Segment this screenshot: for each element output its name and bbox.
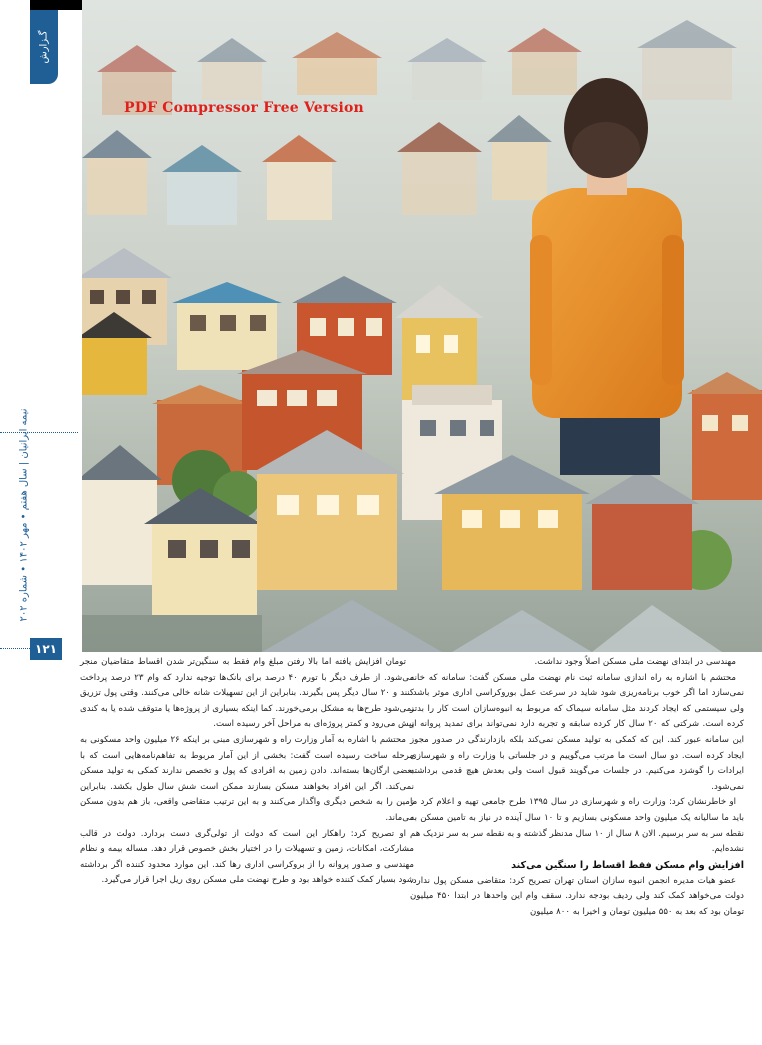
section-tab bbox=[30, 10, 58, 84]
paragraph: او تصریح کرد: راهکار این است که دولت از تولی‌گری دست بردارد. دولت در قالب مشارکت، امکانات، زمین و تسهیلات را در اختیار بخش خصوص قرار دهد. مساله بیمه و نظام مهندسی و صدور پروانه را از بروکراسی اداری رها کند. این موارد محدود کننده اگر برداشته شود بسیار کمک کننده خواهد بود و طرح نهضت ملی مسکن روی ریل اجرا قرار می‌گیرد. bbox=[80, 828, 414, 886]
section-tab-label: گـزارش bbox=[38, 30, 50, 64]
paragraph: مهندسی در ابتدای نهضت ملی مسکن اصلاً وجود نداشت. bbox=[534, 657, 736, 667]
article-column-left bbox=[80, 655, 414, 889]
paragraph: او خاطرنشان کرد: وزارت راه و شهرسازی در سال ۱۳۹۵ طرح جامعی تهیه و اعلام کرد ما باید ما سالیانه یک میلیون واحد مسکونی بسازیم و تا ۱۰ سال آینده در نیاز به تامین مسکن به نقطه سر به سر برسیم. الان ۸ سال از ۱۰ سال مدنظر گذشته و به نقطه سر به سر نزدیک هم نشده‌ایم. bbox=[410, 797, 744, 855]
paragraph: محتشم با اشاره به راه اندازی سامانه ثبت نام نهضت ملی مسکن گفت: سامانه که خانه نمی‌سازد اما اگر خوب برنامه‌ریزی شود شاید در سرعت عمل بوروکراسی اداری موثر باشد. ولی سیستمی که ایجاد کردند مثل سامانه سیماک که مربوط به انبوه‌سازان است کار را بدتر کرده است. شرکتی که ۲۰ سال کار کرده سابقه و تجربه دارد نمی‌تواند برای تمدید پروانه از این سامانه عبور کند. این که کمکی به تولید مسکن نمی‌کند بلکه بازدارندگی در صدور مجوز ایجاد کرده است. دو سال است ما مرتب می‌گوییم و در جلساتی با وزارت راه و شهرسازی ایرادات را گوشزد می‌کنیم. در جلسات می‌گویند قبول است ولی بعدش هیچ قدمی برداشته نمی‌شود. bbox=[410, 672, 744, 792]
paragraph: تومان افزایش یافته اما بالا رفتن مبلغ وام فقط به سنگین‌تر شدن اقساط متقاضیان منجر می‌شود. از طرف دیگر با تورم ۴۰ درصد برای بانک‌ها توجیه ندارد که وام ۲۳ درصد پرداخت کنند و ۲۰ سال دیگر پس بگیرند. بنابراین از این تسهیلات شانه خالی می‌کنند. وقتی پول تزریق نمی‌شود طرح‌ها به مشکل برمی‌خورند. کما اینکه بسیاری از پروژه‌ها یا متوقف شده یا به کندی پیش می‌رود و کمتر پروژه‌ای به مراحل آخر رسیده است. bbox=[80, 657, 414, 730]
paragraph: محتشم با اشاره به آمار وزارت راه و شهرسازی مبنی بر اینکه ۲۶ میلیون واحد مسکونی به مرحله ساخت رسیده است گفت: بخشی از این آمار مربوط به تفاهم‌نامه‌هایی است که با بعضی ارگان‌ها بسته‌اند. دادن زمین به افرادی که پول و تخصص ندارند کمکی به تولید مسکن نمی‌کند. اگر این افراد بخواهند مسکن بسازند ممکن است شش سال طول بکشد. بنابراین زمین را به شخص دیگری واگذار می‌کنند و به این ترتیب متقاضی واقعی، باز هم بدون مسکن می‌ماند. bbox=[80, 734, 414, 823]
page-number: ۱۲۱ bbox=[30, 638, 62, 660]
article-column-right bbox=[410, 655, 744, 921]
journal-info bbox=[14, 400, 34, 630]
paragraph: عضو هیات مدیره انجمن انبوه سازان استان تهران تصریح کرد: متقاضی مسکن پول ندارد. دولت می‌خواهد کمک کند ولی ردیف بودجه ندارد. سقف وام این واحدها در ابتدا ۴۵۰ میلیون تومان بود که بعد به ۵۵۰ میلیون تومان و اخیرا به ۸۰۰ میلیون bbox=[410, 875, 744, 917]
journal-info-text: نیمه‌ ایرانیان | سال هفتم • مهر ۱۴۰۲ • شماره ۲۰۲ bbox=[18, 408, 30, 622]
top-black-bar bbox=[30, 0, 82, 10]
hero-photo-boy-and-model-houses bbox=[82, 0, 762, 652]
subheading: افزایش وام مسکن فقط اقساط را سنگین می‌کند bbox=[511, 859, 744, 871]
page-number-dotted-rule bbox=[0, 648, 30, 649]
side-dotted-rule bbox=[0, 432, 78, 433]
watermark-text: PDF Compressor Free Version bbox=[124, 100, 364, 116]
